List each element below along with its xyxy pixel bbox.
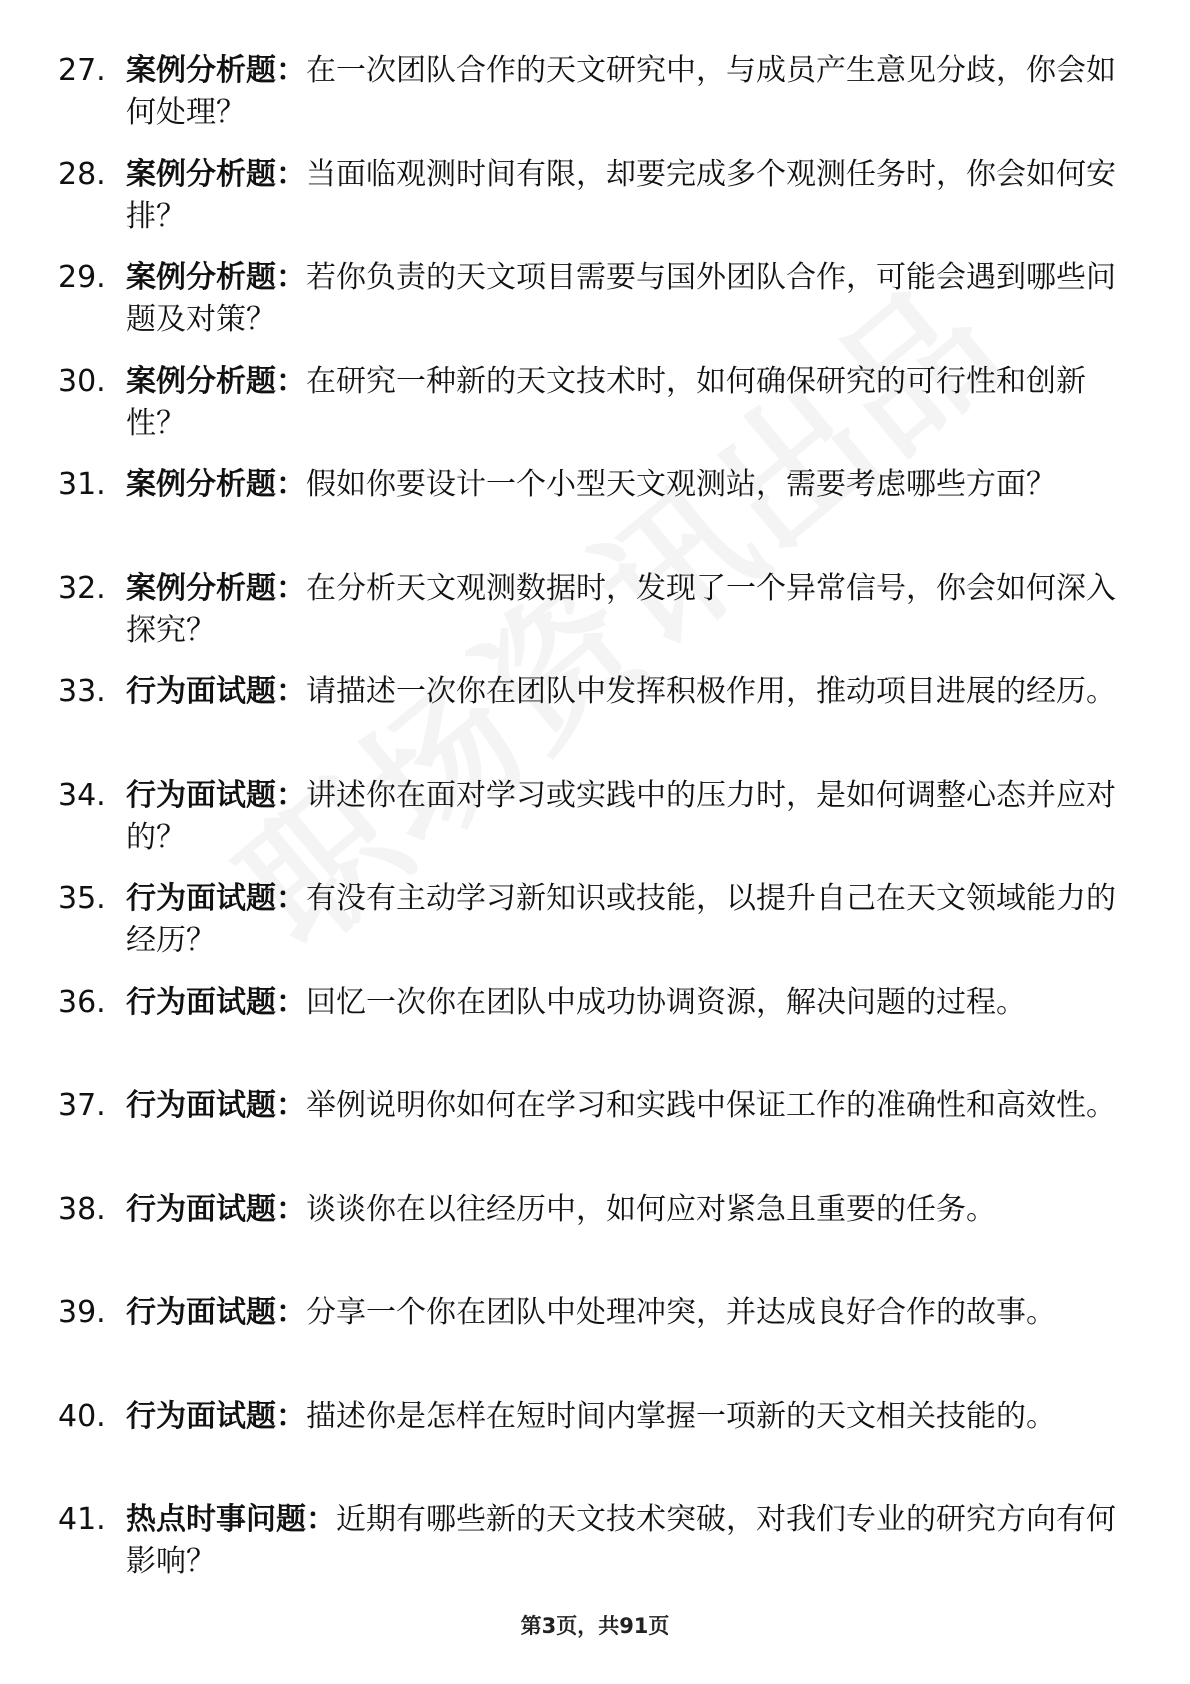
question-number: 29.: [58, 260, 106, 295]
question-item: [0, 1292, 1190, 1396]
question-number: 39.: [58, 1295, 106, 1330]
question-body: [126, 878, 1116, 962]
question-body: [126, 257, 1116, 341]
question-category: 案例分析题：: [126, 467, 306, 502]
question-number: 37.: [58, 1088, 106, 1123]
question-item: [0, 361, 1190, 465]
question-text: 回忆一次你在团队中成功协调资源，解决问题的过程。: [306, 984, 1026, 1020]
question-item: [0, 1085, 1190, 1189]
question-item: [0, 50, 1190, 154]
question-category: 案例分析题：: [126, 53, 306, 88]
question-item: [0, 1396, 1190, 1500]
question-body: [126, 361, 1116, 445]
question-number: 41.: [58, 1502, 106, 1537]
question-item: [0, 671, 1190, 775]
question-number: 36.: [58, 984, 106, 1020]
question-text: 分享一个你在团队中处理冲突，并达成良好合作的故事。: [306, 1295, 1056, 1330]
question-text: 在分析天文观测数据时，发现了一个异常信号，你会如何深入探究？: [126, 570, 1116, 648]
question-number: 38.: [58, 1191, 106, 1227]
question-number: 28.: [58, 156, 106, 192]
question-text: 有没有主动学习新知识或技能，以提升自己在天文领域能力的经历？: [126, 881, 1116, 958]
question-item: [0, 568, 1190, 672]
question-body: [126, 464, 1116, 506]
question-text: 举例说明你如何在学习和实践中保证工作的准确性和高效性。: [306, 1088, 1116, 1123]
question-category: 案例分析题：: [126, 363, 306, 399]
question-item: [0, 878, 1190, 982]
question-number: 33.: [58, 674, 106, 709]
question-body: [126, 1189, 1116, 1231]
question-body: [126, 50, 1116, 134]
question-list: [0, 50, 1190, 1603]
question-category: 案例分析题：: [126, 156, 306, 192]
question-category: 热点时事问题：: [126, 1502, 336, 1537]
question-category: 案例分析题：: [126, 570, 306, 606]
question-body: [126, 982, 1116, 1024]
question-category: 行为面试题：: [126, 1191, 306, 1227]
question-category: 行为面试题：: [126, 777, 306, 813]
question-item: [0, 154, 1190, 258]
question-number: 40.: [58, 1398, 106, 1434]
question-category: 行为面试题：: [126, 674, 306, 709]
question-item: [0, 1499, 1190, 1603]
question-item: [0, 1189, 1190, 1293]
question-text: 假如你要设计一个小型天文观测站，需要考虑哪些方面？: [306, 467, 1056, 502]
question-body: [126, 1396, 1116, 1438]
question-text: 当面临观测时间有限，却要完成多个观测任务时，你会如何安排？: [126, 156, 1116, 234]
question-body: [126, 154, 1116, 238]
question-item: [0, 464, 1190, 568]
question-body: [126, 1085, 1116, 1127]
question-text: 谈谈你在以往经历中，如何应对紧急且重要的任务。: [306, 1191, 996, 1227]
page-footer: 第3页，共91页: [520, 1614, 670, 1638]
question-body: [126, 671, 1116, 713]
question-number: 35.: [58, 881, 106, 916]
question-text: 描述你是怎样在短时间内掌握一项新的天文相关技能的。: [306, 1398, 1056, 1434]
question-category: 行为面试题：: [126, 984, 306, 1020]
question-number: 34.: [58, 777, 106, 813]
question-body: [126, 1499, 1116, 1583]
question-text: 在研究一种新的天文技术时，如何确保研究的可行性和创新性？: [126, 363, 1086, 441]
question-body: [126, 568, 1116, 652]
question-number: 30.: [58, 363, 106, 399]
question-category: 行为面试题：: [126, 1088, 306, 1123]
question-text: 若你负责的天文项目需要与国外团队合作，可能会遇到哪些问题及对策？: [126, 260, 1116, 337]
question-number: 31.: [58, 467, 106, 502]
question-item: [0, 257, 1190, 361]
question-body: [126, 1292, 1116, 1334]
question-text: 请描述一次你在团队中发挥积极作用，推动项目进展的经历。: [306, 674, 1116, 709]
question-text: 在一次团队合作的天文研究中，与成员产生意见分歧，你会如何处理？: [126, 53, 1116, 130]
question-category: 行为面试题：: [126, 1295, 306, 1330]
question-item: [0, 982, 1190, 1086]
question-text: 近期有哪些新的天文技术突破，对我们专业的研究方向有何影响？: [126, 1502, 1116, 1579]
question-text: 讲述你在面对学习或实践中的压力时，是如何调整心态并应对的？: [126, 777, 1116, 855]
question-category: 行为面试题：: [126, 1398, 306, 1434]
question-body: [126, 775, 1116, 859]
question-number: 27.: [58, 53, 106, 88]
question-item: [0, 775, 1190, 879]
question-category: 案例分析题：: [126, 260, 306, 295]
question-category: 行为面试题：: [126, 881, 306, 916]
question-number: 32.: [58, 570, 106, 606]
